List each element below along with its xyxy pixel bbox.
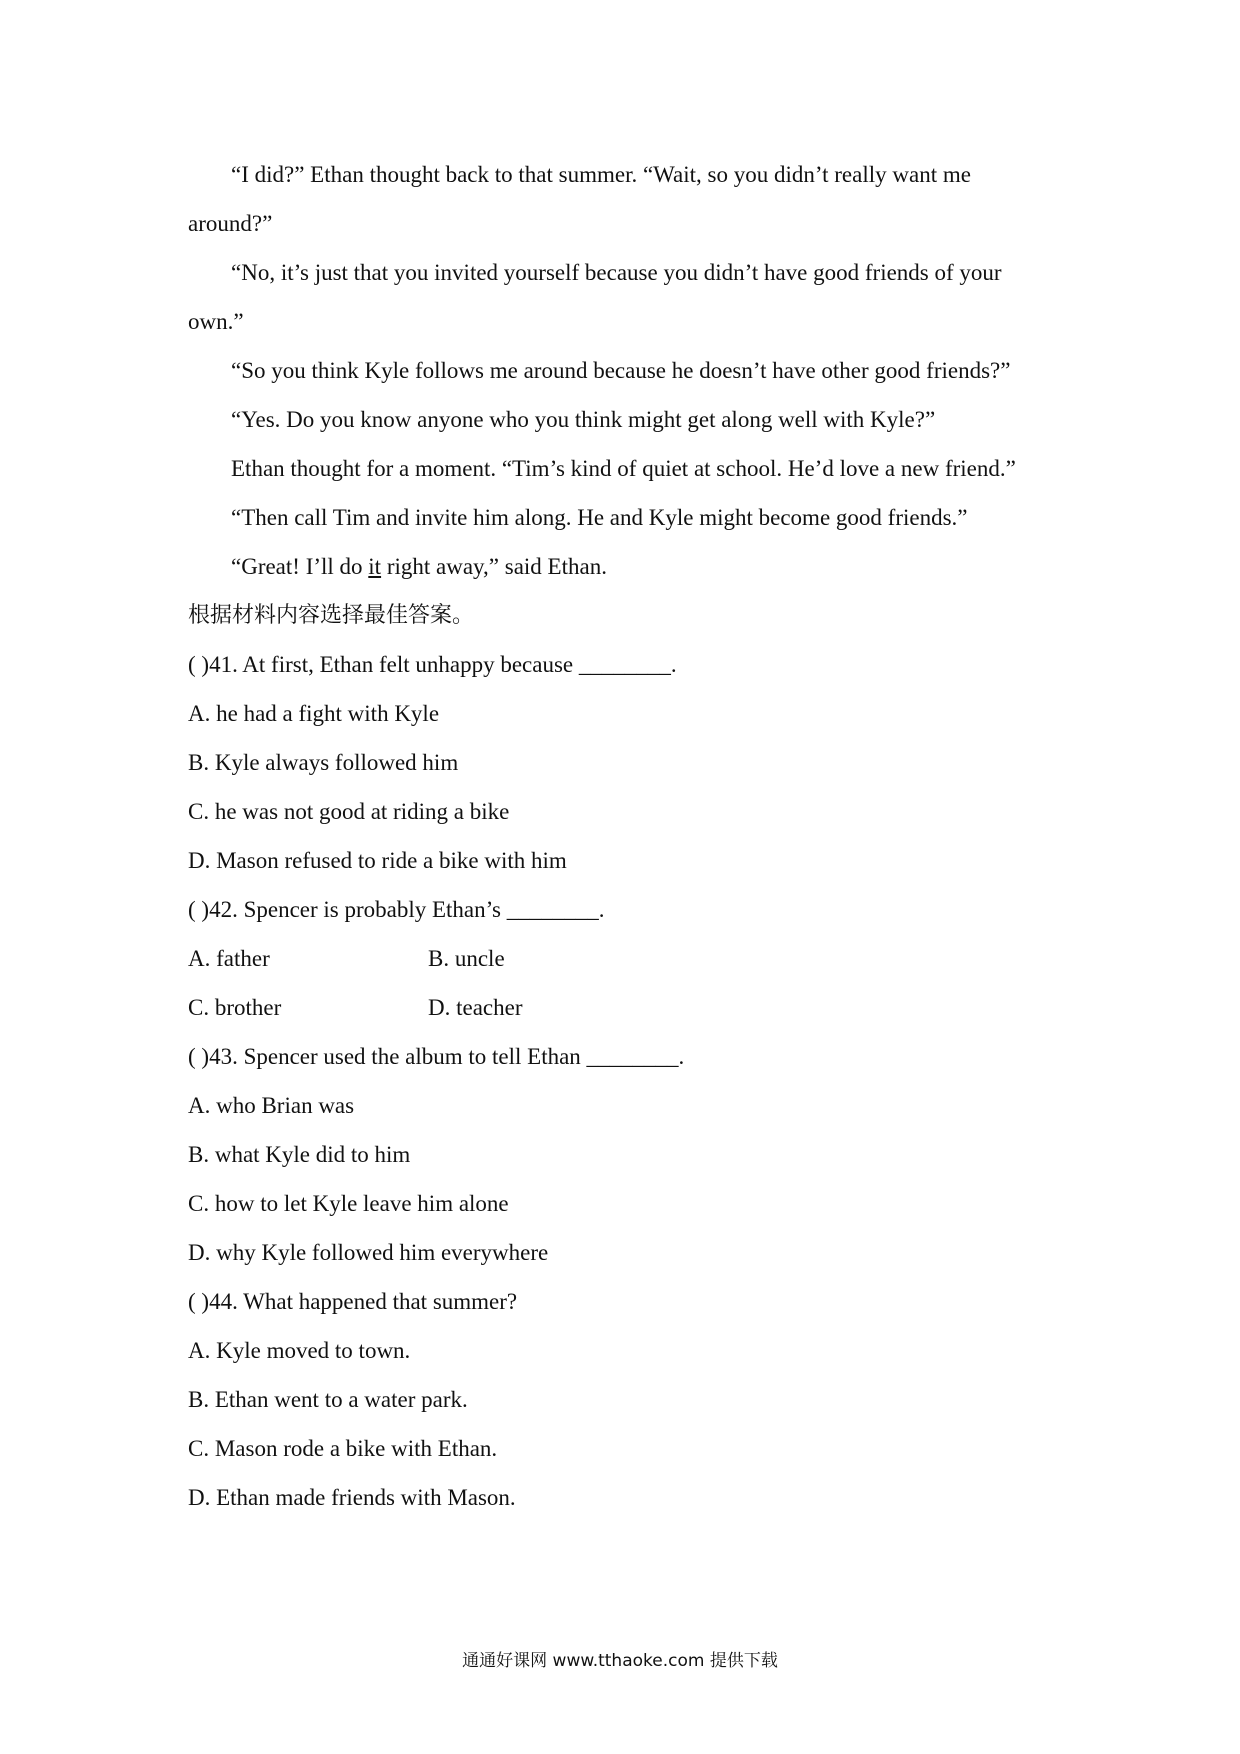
question-42-option-c: C. brother	[188, 995, 282, 1020]
passage-p7-underlined-word: it	[368, 554, 382, 579]
question-41-option-c: C. he was not good at riding a bike	[188, 799, 510, 824]
passage-paragraph-3: “So you think Kyle follows me around because he doesn’t have other good friends?”	[231, 358, 1011, 383]
passage-paragraph-5: Ethan thought for a moment. “Tim’s kind of quiet at school. He’d love a new friend.”	[231, 456, 1016, 481]
instruction-text: 根据材料内容选择最佳答案。	[188, 603, 475, 628]
question-42-stem: ( )42. Spencer is probably Ethan’s ________.	[188, 897, 605, 922]
question-43-stem: ( )43. Spencer used the album to tell Ethan ________.	[188, 1044, 685, 1069]
question-44-option-c: C. Mason rode a bike with Ethan.	[188, 1436, 498, 1461]
page-footer: 通通好课网 www.tthaoke.com 提供下载	[462, 1651, 778, 1671]
passage-p7-after: right away,” said Ethan.	[381, 554, 607, 579]
question-43-option-c: C. how to let Kyle leave him alone	[188, 1191, 509, 1216]
question-44-stem: ( )44. What happened that summer?	[188, 1289, 518, 1314]
question-41-stem: ( )41. At first, Ethan felt unhappy because ________.	[188, 652, 677, 677]
question-41-option-d: D. Mason refused to ride a bike with him	[188, 848, 567, 873]
question-42-option-b: B. uncle	[428, 946, 505, 971]
passage-paragraph-6: “Then call Tim and invite him along. He and Kyle might become good friends.”	[231, 505, 968, 530]
passage-paragraph-1: “I did?” Ethan thought back to that summer. “Wait, so you didn’t really want me around?”	[188, 162, 971, 236]
passage-paragraph-2: “No, it’s just that you invited yourself because you didn’t have good friends of your own.”	[188, 260, 1002, 334]
question-41-option-a: A. he had a fight with Kyle	[188, 701, 440, 726]
question-42-options-row-1	[188, 934, 1058, 983]
question-41-option-b: B. Kyle always followed him	[188, 750, 459, 775]
page-content	[188, 150, 1058, 1522]
question-42-option-d: D. teacher	[428, 995, 523, 1020]
question-44-option-d: D. Ethan made friends with Mason.	[188, 1485, 516, 1510]
question-42-option-a: A. father	[188, 946, 270, 971]
passage-p7-before: “Great! I’ll do	[231, 554, 369, 579]
question-44-option-a: A. Kyle moved to town.	[188, 1338, 411, 1363]
question-43-option-a: A. who Brian was	[188, 1093, 355, 1118]
question-43-option-d: D. why Kyle followed him everywhere	[188, 1240, 549, 1265]
question-44-option-b: B. Ethan went to a water park.	[188, 1387, 468, 1412]
question-42-options-row-2	[188, 983, 1058, 1032]
passage-paragraph-4: “Yes. Do you know anyone who you think might get along well with Kyle?”	[231, 407, 936, 432]
passage-paragraph-7	[188, 542, 1058, 591]
question-43-option-b: B. what Kyle did to him	[188, 1142, 411, 1167]
